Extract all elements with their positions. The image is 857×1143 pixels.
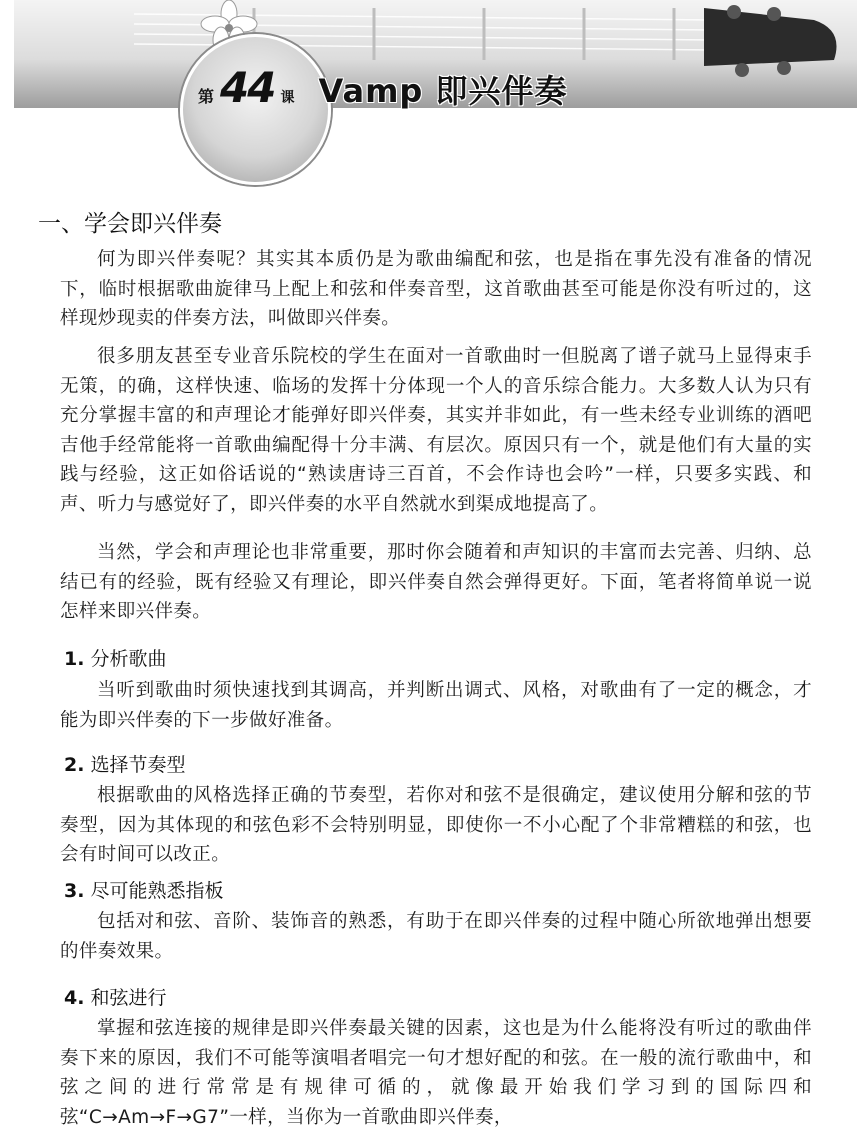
- subsection-paragraph: 掌握和弦连接的规律是即兴伴奏最关键的因素，这也是为什么能将没有听过的歌曲伴奏下来的原因，我们不可能等演唱者唱完一句才想好配的和弦。在一般的流行歌曲中，和弦之间的进行常常是有规律可循的，就像最开始我们学习到的国际四和弦“C→Am→F→G7”一样，当你为一首歌曲即兴伴奏，: [60, 1018, 812, 1128]
- subsection-heading: [64, 876, 224, 903]
- lesson-suffix: 课: [280, 90, 295, 106]
- subsection-paragraph: 根据歌曲的风格选择正确的节奏型，若你对和弦不是很确定，建议使用分解和弦的节奏型，因为其体现的和弦色彩不会特别明显，即使你一不小心配了个非常糟糕的和弦，也会有时间可以改正。: [60, 785, 812, 865]
- subsection-heading: [64, 750, 186, 777]
- body-paragraph: 当然，学会和声理论也非常重要，那时你会随着和声知识的丰富而去完善、归纳、总结已有的经验，既有经验又有理论，即兴伴奏自然会弹得更好。下面，笔者将简单说一说怎样来即兴伴奏。: [60, 542, 812, 622]
- subsection-number: 2.: [64, 754, 85, 776]
- subsection-number: 3.: [64, 880, 85, 902]
- section-heading: 一、学会即兴伴奏: [38, 211, 222, 237]
- subsection-title: 选择节奏型: [90, 754, 186, 776]
- subsection-heading: [64, 644, 167, 671]
- subsection-title: 分析歌曲: [90, 648, 167, 670]
- subsection-paragraph: 包括对和弦、音阶、装饰音的熟悉，有助于在即兴伴奏的过程中随心所欲地弹出想要的伴奏效果。: [60, 911, 812, 962]
- subsection-number: 4.: [64, 987, 85, 1009]
- lesson-name: Vamp 即兴伴奏: [318, 72, 568, 110]
- subsection-title: 和弦进行: [90, 987, 167, 1009]
- subsection-paragraph: 当听到歌曲时须快速找到其调高，并判断出调式、风格，对歌曲有了一定的概念，才能为即兴伴奏的下一步做好准备。: [60, 680, 812, 731]
- lesson-number: 44: [220, 63, 275, 112]
- body-paragraph: 很多朋友甚至专业音乐院校的学生在面对一首歌曲时一但脱离了谱子就马上显得束手无策，的确，这样快速、临场的发挥十分体现一个人的音乐综合能力。大多数人认为只有充分掌握丰富的和声理论才能弹好即兴伴奏，其实并非如此，有一些未经专业训练的酒吧吉他手经常能将一首歌曲编配得十分丰满、有层次。原因只有一个，就是他们有大量的实践与经验，这正如俗话说的“熟读唐诗三百首，不会作诗也会吟”一样，只要多实践、和声、听力与感觉好了，即兴伴奏的水平自然就水到渠成地提高了。: [60, 346, 812, 515]
- subsection-title: 尽可能熟悉指板: [90, 880, 224, 902]
- lesson-title: [198, 63, 568, 116]
- subsection-heading: [64, 983, 167, 1010]
- lesson-prefix: 第: [198, 87, 215, 106]
- subsection-number: 1.: [64, 648, 85, 670]
- intro-paragraph: 何为即兴伴奏呢？其实其本质仍是为歌曲编配和弦，也是指在事先没有准备的情况下，临时根据歌曲旋律马上配上和弦和伴奏音型，这首歌曲甚至可能是你没有听过的，这样现炒现卖的伴奏方法，叫做即兴伴奏。: [60, 249, 812, 329]
